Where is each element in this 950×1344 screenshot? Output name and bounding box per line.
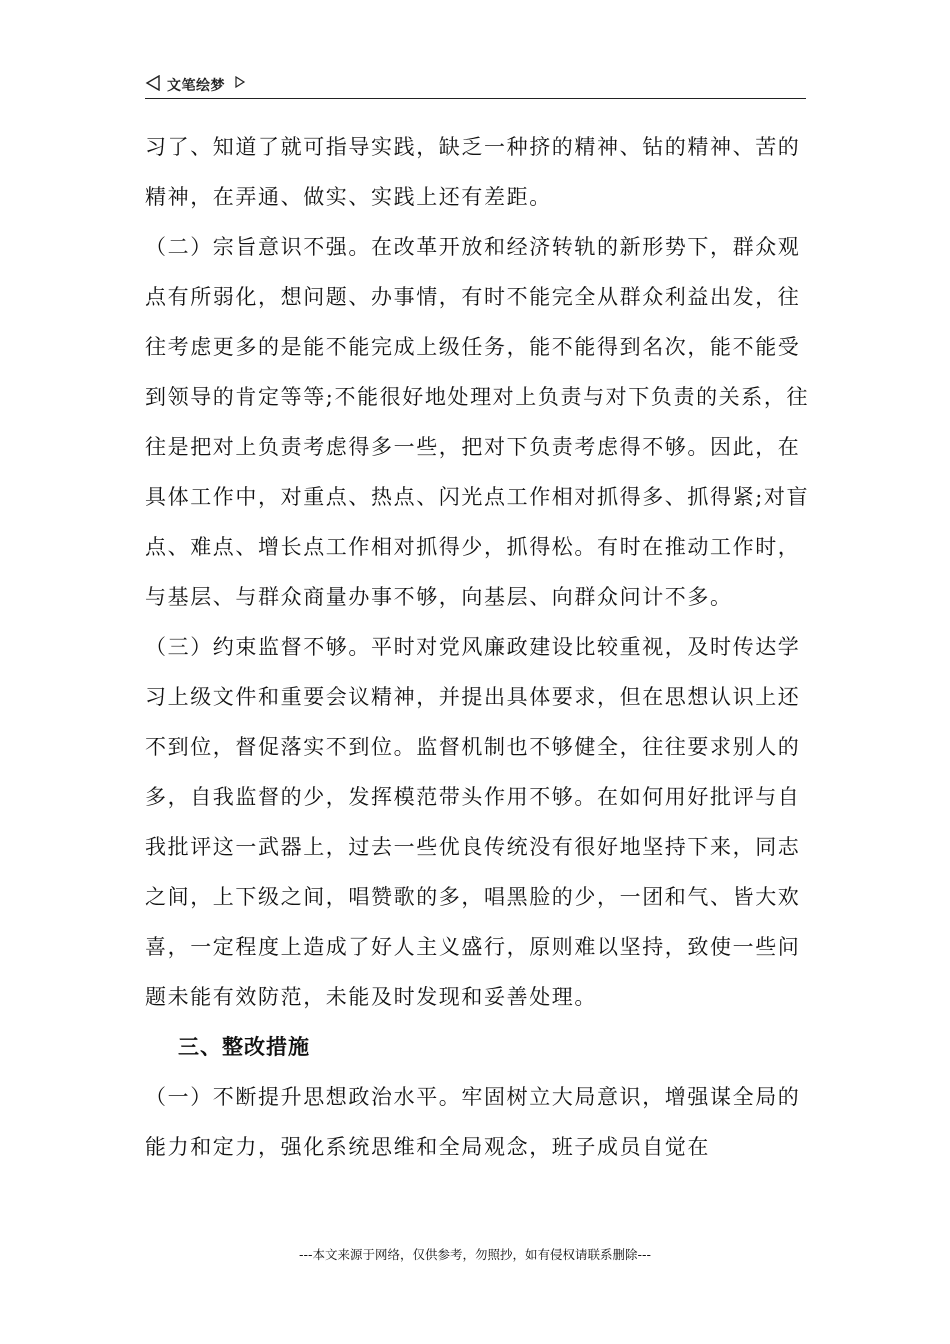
header-brand: 文笔绘梦 (167, 78, 225, 94)
body-line: 与基层、与群众商量办事不够，向基层、向群众问计不多。 (145, 585, 733, 609)
body-line: 往是把对上负责考虑得多一些，把对下负责考虑得不够。因此，在 (145, 435, 801, 459)
paragraph-heading-3: （三）约束监督不够。平时对党风廉政建设比较重视，及时传达学 (145, 635, 801, 659)
body-line: 习上级文件和重要会议精神，并提出具体要求，但在思想认识上还 (145, 685, 801, 709)
paragraph-heading-1: （一）不断提升思想政治水平。牢固树立大局意识，增强谋全局的 (145, 1085, 801, 1109)
body-line: 多，自我监督的少，发挥模范带头作用不够。在如何用好批评与自 (145, 785, 801, 809)
page-header (145, 74, 806, 99)
body-line: 喜，一定程度上造成了好人主义盛行，原则难以坚持，致使一些问 (145, 935, 801, 959)
body-line: 不到位，督促落实不到位。监督机制也不够健全，往往要求别人的 (145, 735, 801, 759)
body-line: 精神，在弄通、做实、实践上还有差距。 (145, 185, 552, 209)
body-line: 到领导的肯定等等;不能很好地处理对上负责与对下负责的关系，往 (145, 385, 810, 409)
body-line: 习了、知道了就可指导实践，缺乏一种挤的精神、钻的精神、苦的 (145, 135, 801, 159)
body-line: 之间，上下级之间，唱赞歌的多，唱黑脸的少，一团和气、皆大欢 (145, 885, 801, 909)
body-line: 我批评这一武器上，过去一些优良传统没有很好地坚持下来，同志 (145, 835, 801, 859)
section-heading: 三、整改措施 (178, 1035, 310, 1059)
page-footer: ---本文来源于网络，仅供参考，勿照抄，如有侵权请联系删除--- (298, 1247, 652, 1262)
body-line: 往考虑更多的是能不能完成上级任务，能不能得到名次，能不能受 (145, 335, 801, 359)
body-line: 具体工作中，对重点、热点、闪光点工作相对抓得多、抓得紧;对盲 (145, 485, 810, 509)
body-line: 能力和定力，强化系统思维和全局观念，班子成员自觉在 (145, 1135, 710, 1159)
left-triangle-icon (145, 75, 161, 91)
body-line: 题未能有效防范，未能及时发现和妥善处理。 (145, 985, 597, 1009)
right-triangle-icon (234, 76, 246, 88)
body-line: 点、难点、增长点工作相对抓得少，抓得松。有时在推动工作时， (145, 535, 801, 559)
paragraph-heading-2: （二）宗旨意识不强。在改革开放和经济转轨的新形势下，群众观 (145, 235, 801, 259)
body-line: 点有所弱化，想问题、办事情，有时不能完全从群众利益出发，往 (145, 285, 801, 309)
